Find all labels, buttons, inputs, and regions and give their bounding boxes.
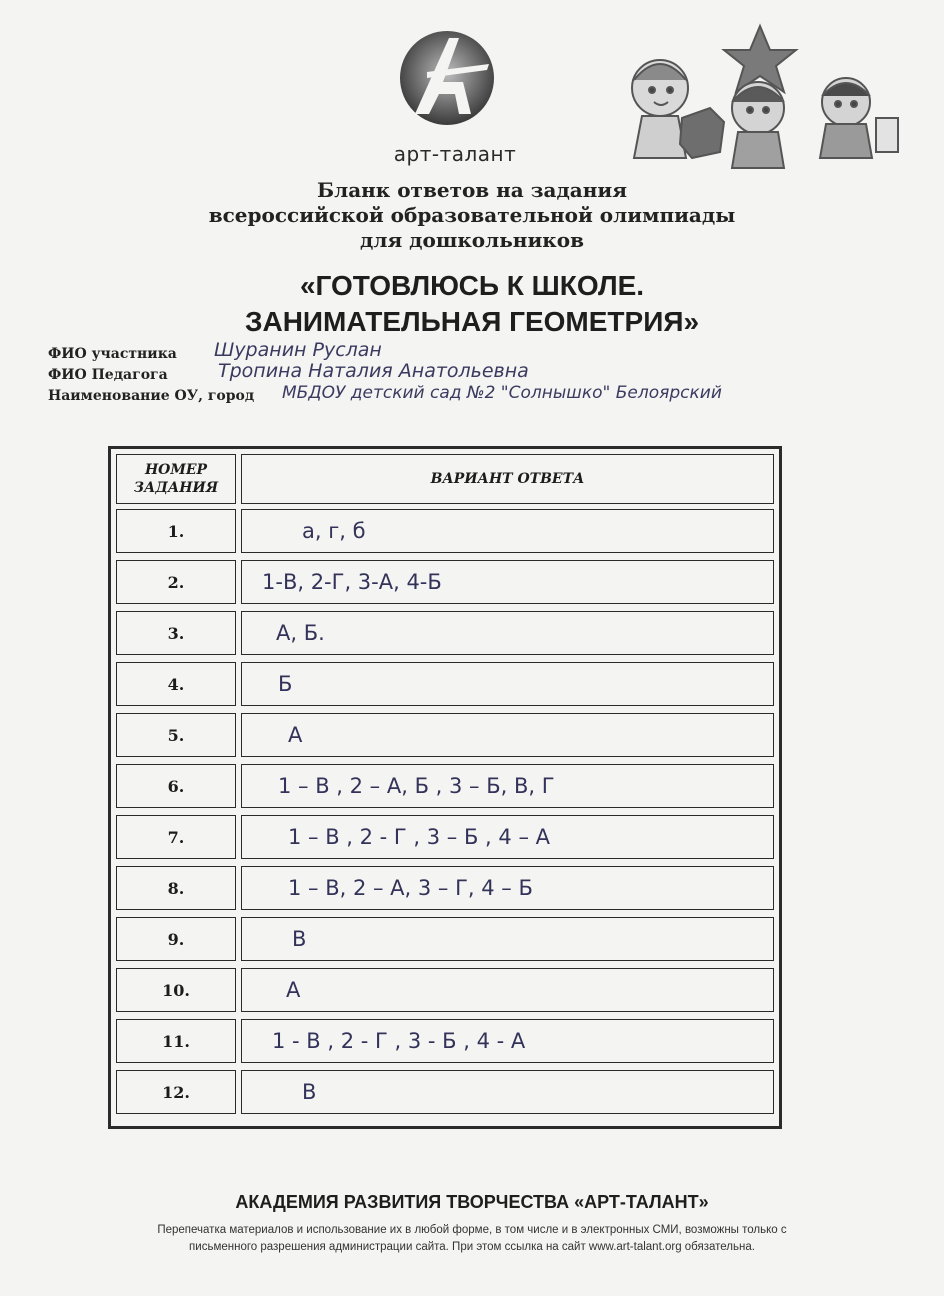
teacher-label: ФИО Педагога [48, 367, 168, 383]
answer-cell [241, 1070, 774, 1114]
table-row [116, 764, 774, 808]
answer-cell [241, 662, 774, 706]
answer-cell [241, 509, 774, 553]
task-number: 3. [116, 611, 236, 655]
answer-text: А [286, 978, 301, 1002]
answer-cell [241, 1019, 774, 1063]
answer-text: 1-В, 2-Г, 3-А, 4-Б [262, 570, 442, 594]
table-row [116, 866, 774, 910]
task-number: 9. [116, 917, 236, 961]
table-row [116, 662, 774, 706]
answer-cell [241, 713, 774, 757]
task-number: 10. [116, 968, 236, 1012]
answer-text: 1 - В , 2 - Г , 3 - Б , 4 - А [272, 1029, 526, 1053]
table-row [116, 1070, 774, 1114]
table-header [116, 454, 774, 504]
task-number: 6. [116, 764, 236, 808]
footer-notice-line-1: Перепечатка материалов и использование их в любой форме, в том числе и в электронных СМИ, возможны только с [157, 1224, 787, 1236]
header-number [116, 454, 236, 504]
answer-text: 1 – В , 2 - Г , 3 – Б , 4 – А [288, 825, 550, 849]
answer-cell [241, 815, 774, 859]
participant-label: ФИО участника [48, 346, 177, 362]
answer-cell [241, 764, 774, 808]
answer-cell [241, 560, 774, 604]
olympiad-title-line-2: ЗАНИМАТЕЛЬНАЯ ГЕОМЕТРИЯ» [244, 306, 700, 337]
footer-notice-line-2: письменного разрешения администрации сайта. При этом ссылка на сайт www.art-talant.org обязательна. [189, 1241, 755, 1253]
org-value: МБДОУ детский сад №2 "Солнышко" Белоярский [282, 383, 722, 403]
kids-illustration [620, 18, 910, 188]
heading-line-3: для дошкольников [360, 228, 584, 252]
table-row [116, 917, 774, 961]
table-row [116, 560, 774, 604]
answer-cell [241, 866, 774, 910]
art-talant-logo [397, 28, 497, 128]
answer-text: А [288, 723, 303, 747]
header-answer: ВАРИАНТ ОТВЕТА [241, 454, 774, 504]
task-number: 5. [116, 713, 236, 757]
footer-title: АКАДЕМИЯ РАЗВИТИЯ ТВОРЧЕСТВА «АРТ-ТАЛАНТ» [235, 1192, 709, 1212]
table-row [116, 815, 774, 859]
table-row [116, 509, 774, 553]
teacher-value: Тропина Наталия Анатольевна [218, 360, 529, 382]
olympiad-title [0, 268, 944, 340]
answer-text: а, г, б [302, 519, 366, 543]
heading-line-2: всероссийской образовательной олимпиады [208, 203, 736, 227]
task-number: 12. [116, 1070, 236, 1114]
logo-text: арт-талант [393, 142, 517, 166]
form-heading [0, 178, 944, 253]
participant-value: Шуранин Руслан [214, 339, 382, 361]
answer-cell [241, 611, 774, 655]
answer-text: В [302, 1080, 317, 1104]
table-row [116, 611, 774, 655]
table-row [116, 968, 774, 1012]
task-number: 11. [116, 1019, 236, 1063]
org-label: Наименование ОУ, город [48, 388, 255, 404]
table-row [116, 1019, 774, 1063]
header-number-line-1: НОМЕР [144, 462, 208, 478]
task-number: 1. [116, 509, 236, 553]
task-number: 4. [116, 662, 236, 706]
task-number: 8. [116, 866, 236, 910]
header-number-line-2: ЗАДАНИЯ [133, 480, 219, 496]
answer-text: Б [278, 672, 293, 696]
task-number: 7. [116, 815, 236, 859]
answer-text: 1 – В , 2 – А, Б , 3 – Б, В, Г [278, 774, 555, 798]
answer-text: В [292, 927, 307, 951]
answers-table [108, 446, 782, 1129]
table-row [116, 713, 774, 757]
answer-text: А, Б. [276, 621, 325, 645]
heading-line-1: Бланк ответов на задания [317, 178, 627, 202]
answer-cell [241, 917, 774, 961]
answer-cell [241, 968, 774, 1012]
answer-text: 1 – В, 2 – А, 3 – Г, 4 – Б [288, 876, 533, 900]
task-number: 2. [116, 560, 236, 604]
olympiad-title-line-1: «ГОТОВЛЮСЬ К ШКОЛЕ. [299, 270, 645, 301]
